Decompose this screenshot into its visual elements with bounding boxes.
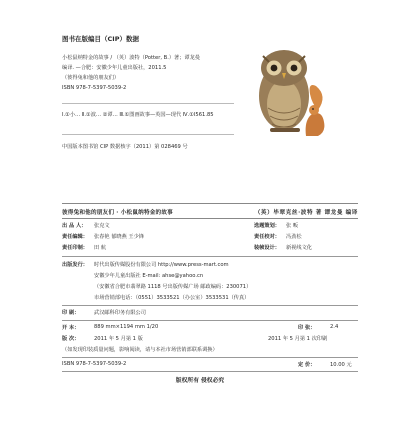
- cip-classification: Ⅰ.①小… Ⅱ.①波… ②谭… Ⅲ.①图画故事—英国—现代 Ⅳ.①I561.85: [62, 112, 214, 118]
- printer-value: 武汉邮科印务有限公司: [94, 310, 146, 316]
- designer-value: 新视线文化: [286, 245, 312, 251]
- isbn: ISBN 978-7-5397-5039-2: [62, 361, 127, 367]
- editor-label: 责任编辑：: [62, 234, 88, 240]
- publishing-line: 时代出版传媒股份有限公司 http://www.press-mart.com: [94, 262, 229, 268]
- section-divider: [62, 371, 358, 372]
- title-rule-top: [62, 203, 358, 204]
- planner-label: 选题策划：: [254, 223, 280, 229]
- edition-label: 版 次：: [62, 336, 80, 342]
- cip-heading: 图书在版编目（CIP）数据: [62, 35, 139, 43]
- planner-value: 张 畈: [286, 223, 299, 229]
- cip-line: 小松鼠纳特金的故事 / （英）波特（Potter, B.）著；谭龙曼: [62, 55, 200, 61]
- printing-time: 2011 年 5 月第 1 次印刷: [268, 336, 328, 342]
- format-value: 889 mm×1194 mm 1/20: [94, 324, 159, 330]
- proofreader-value: 冯劲松: [286, 234, 302, 240]
- proofreader-label: 责任校对：: [254, 234, 280, 240]
- format-label: 开 本：: [62, 325, 80, 331]
- designer-label: 装帧设计：: [254, 245, 280, 251]
- copyright-notice: 版权所有 侵权必究: [175, 378, 225, 384]
- section-divider: [62, 305, 358, 306]
- cip-divider: [62, 134, 234, 135]
- book-title: 彼得兔和他的朋友们 · 小松鼠纳特金的故事: [62, 210, 173, 216]
- price-value: 10.00 元: [330, 362, 352, 368]
- edition-value: 2011 年 5 月第 1 版: [94, 336, 143, 342]
- sheets-label: 印 张：: [298, 325, 316, 331]
- quality-note: （如发现印装质量问题，影响阅读，请与本社市场营销部联系调换）: [62, 347, 218, 353]
- publishing-line: 安徽少年儿童出版社 E-mail: ahse@yahoo.cn: [94, 273, 204, 279]
- section-divider: [62, 357, 358, 358]
- title-rule-bottom: [62, 218, 358, 219]
- publisher-label: 出 品 人：: [62, 223, 87, 229]
- section-divider: [62, 320, 358, 321]
- cip-line: 编译. —合肥：安徽少年儿童出版社，2011.5: [62, 65, 167, 71]
- sheets-value: 2.4: [330, 324, 339, 330]
- printer-label: 印 刷：: [62, 310, 80, 316]
- publishing-address: （安徽省合肥市翡翠路 1118 号出版传媒广场 邮政编码：230071）: [94, 284, 252, 290]
- publisher-value: 张克文: [94, 223, 110, 229]
- section-divider: [62, 256, 358, 257]
- cip-line: （彼得兔和他的朋友们）: [62, 75, 120, 81]
- price-label: 定 价：: [298, 362, 316, 368]
- publishing-phone: 市场营销部电话：（0551）3533521（办公室）3533531（传真）: [94, 295, 250, 301]
- cip-isbn: ISBN 978-7-5397-5039-2: [62, 85, 127, 91]
- print-supervisor-label: 责任印制：: [62, 245, 88, 251]
- cip-record: 中国版本图书馆 CIP 数据核字（2011）第 028469 号: [62, 144, 188, 150]
- cip-divider: [62, 103, 234, 104]
- print-supervisor-value: 田 航: [94, 245, 107, 251]
- book-authors: （英）毕翠克丝·波特 著 谭龙曼 编译: [254, 210, 358, 216]
- editor-value: 张春艳 郁晓燕 王少锋: [94, 234, 144, 240]
- publishing-label: 出版发行：: [62, 262, 88, 268]
- owl-and-squirrel-illustration: [246, 40, 328, 136]
